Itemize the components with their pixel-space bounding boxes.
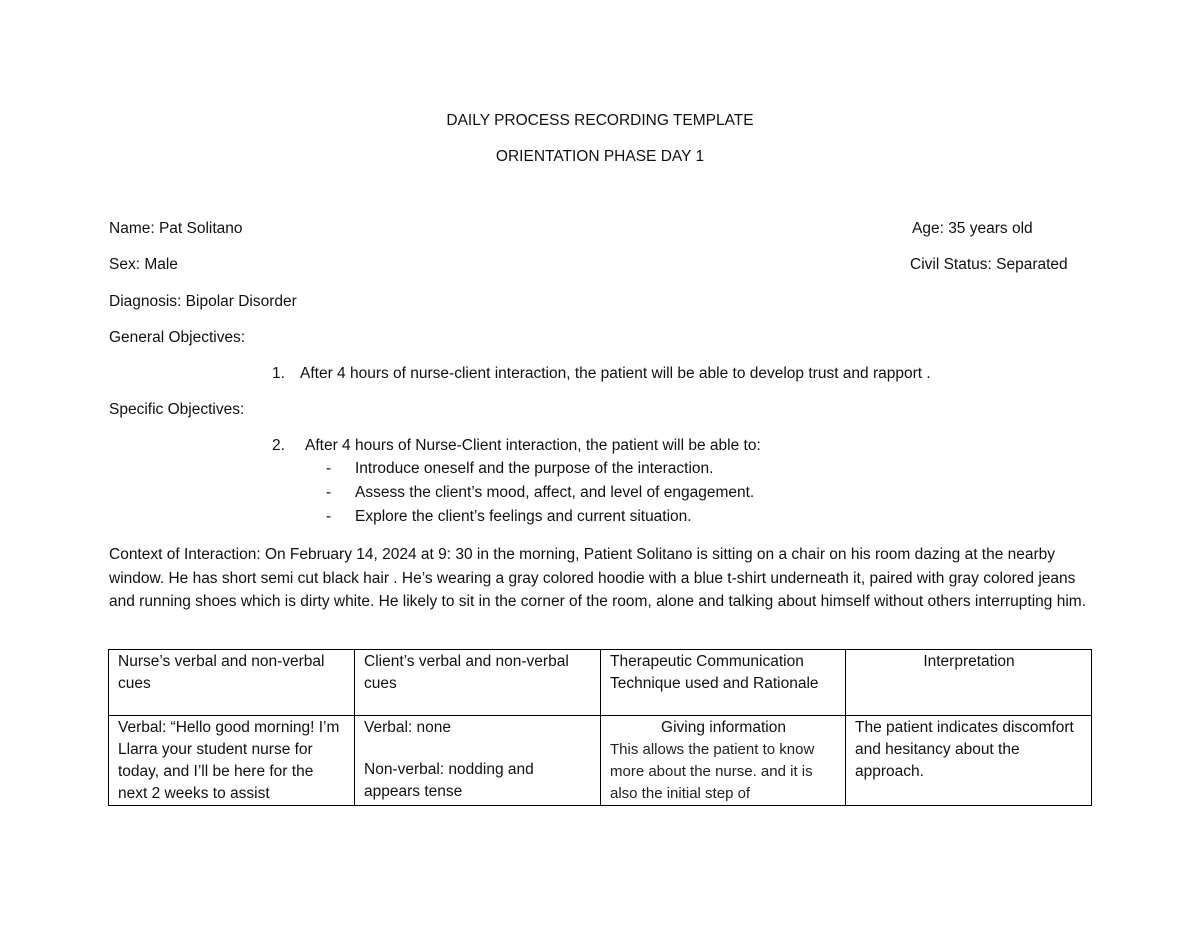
cell-technique: [601, 716, 846, 806]
client-verbal: Verbal: none: [364, 719, 452, 736]
specific-objectives-label: Specific Objectives:: [109, 401, 245, 418]
specific-objective-number: 2.: [272, 437, 285, 454]
patient-name: Name: Pat Solitano: [109, 220, 243, 237]
general-objectives-label: General Objectives:: [109, 329, 246, 346]
general-objective-text: After 4 hours of nurse-client interaction, the patient will be able to develop trust and rapport .: [300, 365, 931, 382]
patient-age: Age: 35 years old: [912, 220, 1033, 237]
document-title: DAILY PROCESS RECORDING TEMPLATE: [446, 112, 754, 129]
bullet-dash-icon: -: [326, 460, 332, 477]
cell-nurse-verbal: Verbal: “Hello good morning! I’m Llarra your student nurse for today, and I’ll be here for the next 2 weeks to assist: [109, 716, 355, 806]
cell-interpretation: The patient indicates discomfort and hesitancy about the approach.: [846, 716, 1092, 806]
client-nonverbal: Non-verbal: nodding and appears tense: [364, 761, 534, 800]
general-objective-number: 1.: [272, 365, 285, 382]
header-interpretation: Interpretation: [846, 650, 1092, 716]
header-nurse-cues: Nurse’s verbal and non-verbal cues: [109, 650, 355, 716]
context-of-interaction: Context of Interaction: On February 14, 2024 at 9: 30 in the morning, Patient Solitano is sitting on a chair on his room dazing at the nearby window. He has short semi cut black hair . He’s wearing a gray colored hoodie with a blue t-shirt underneath it, paired with gray colored jeans and running shoes which is dirty white. He likely to sit in the corner of the room, alone and talking about himself without others interrupting him.: [109, 546, 1087, 610]
bullet-dash-icon: -: [326, 508, 332, 525]
document-subtitle: ORIENTATION PHASE DAY 1: [495, 148, 705, 165]
header-client-cues: Client’s verbal and non-verbal cues: [355, 650, 601, 716]
specific-objective-bullet: Assess the client’s mood, affect, and level of engagement.: [355, 484, 755, 501]
patient-civil-status: Civil Status: Separated: [910, 256, 1068, 273]
spacer: [364, 739, 592, 759]
patient-sex: Sex: Male: [109, 256, 178, 273]
table-header-row: [109, 650, 1092, 716]
process-recording-table: [108, 649, 1092, 806]
cell-client-cues: [355, 716, 601, 806]
header-technique: Therapeutic Communication Technique used and Rationale: [601, 650, 846, 716]
specific-objective-bullet: Introduce oneself and the purpose of the interaction.: [355, 460, 714, 477]
technique-rationale: This allows the patient to know more about the nurse. and it is also the initial step of: [610, 741, 815, 802]
specific-objective-intro: After 4 hours of Nurse-Client interaction, the patient will be able to:: [305, 437, 761, 454]
table-row: [109, 716, 1092, 806]
patient-diagnosis: Diagnosis: Bipolar Disorder: [109, 293, 297, 310]
technique-name: Giving information: [661, 719, 786, 736]
specific-objective-bullet: Explore the client’s feelings and current situation.: [355, 508, 692, 525]
bullet-dash-icon: -: [326, 484, 332, 501]
